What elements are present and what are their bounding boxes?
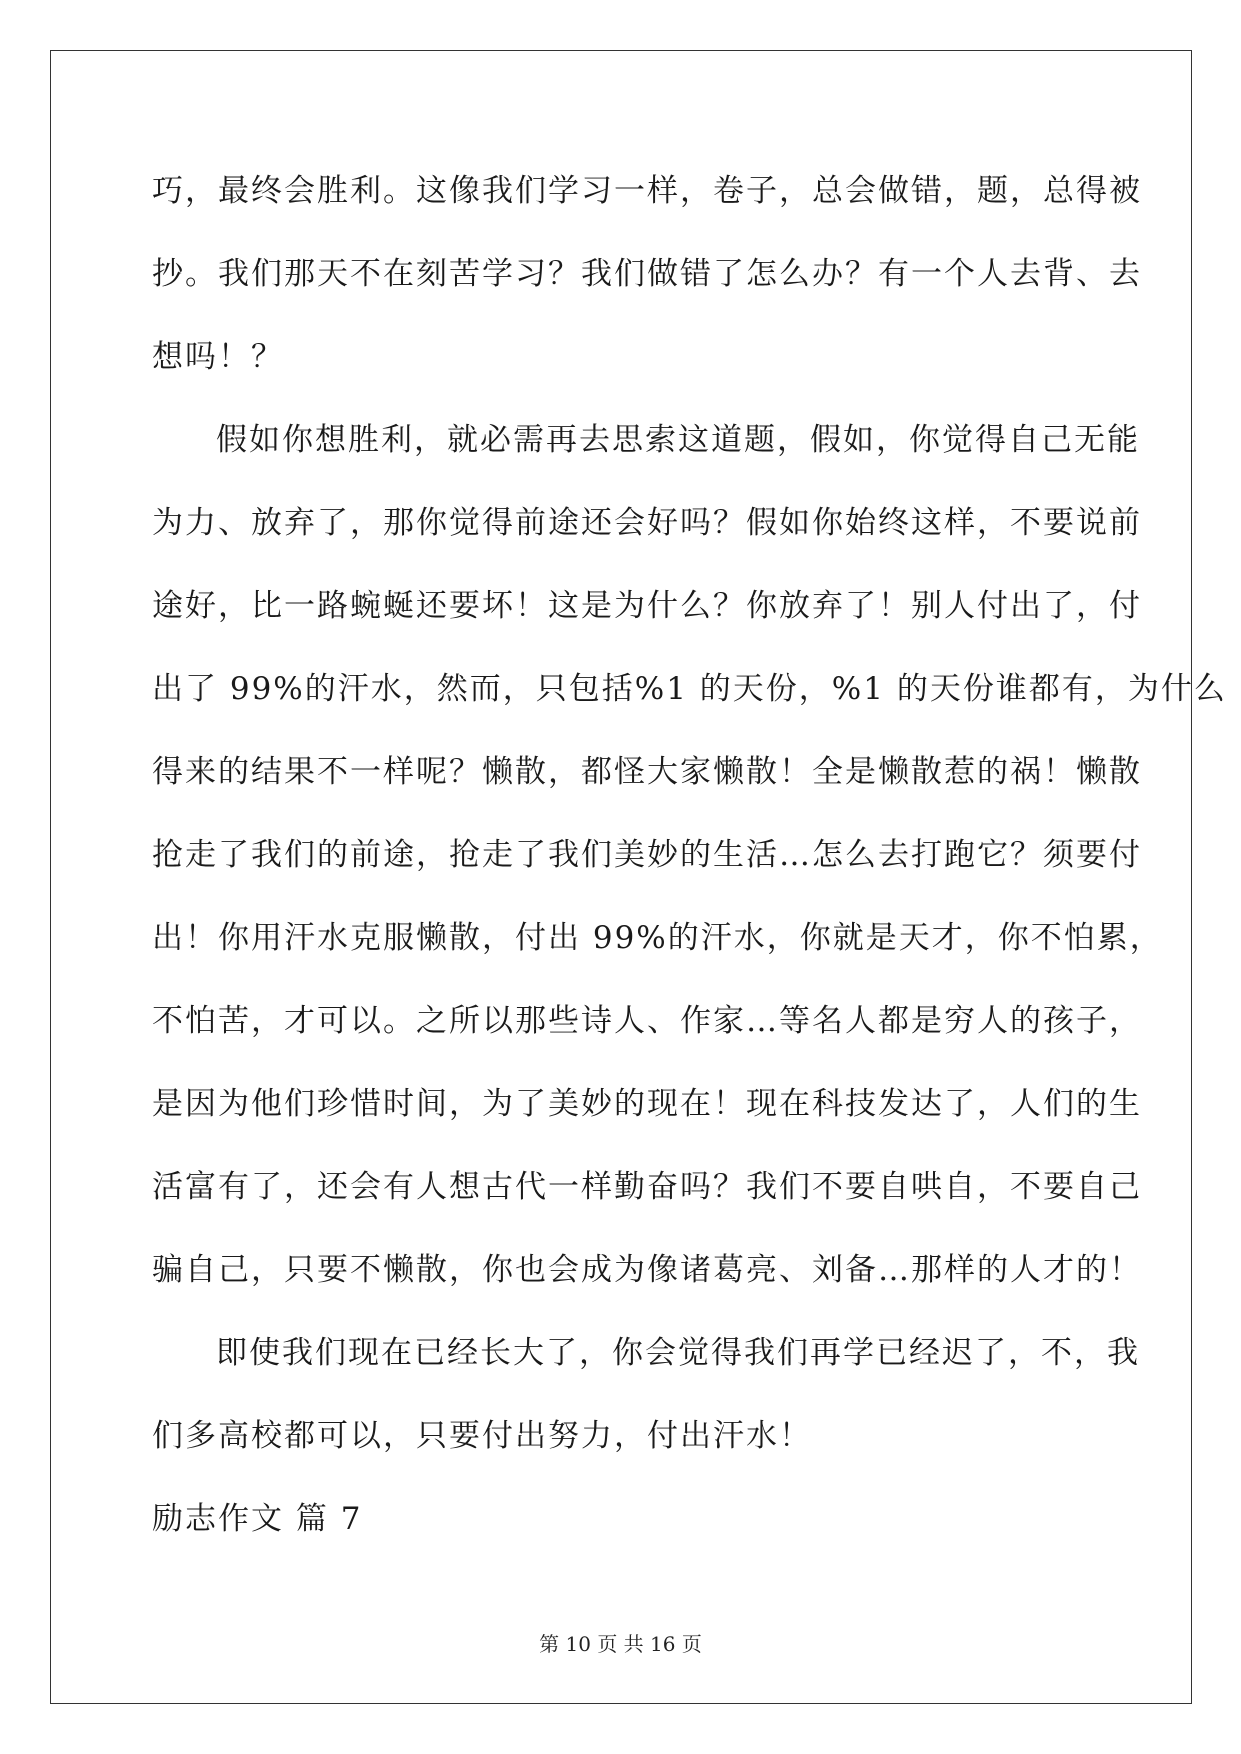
text-line: 抢走了我们的前途，抢走了我们美妙的生活…怎么去打跑它？须要付	[152, 837, 1142, 873]
text-line: 出了 99%的汗水，然而，只包括%1 的天份，%1 的天份谁都有，为什么	[152, 671, 1227, 707]
text-line: 途好，比一路蜿蜒还要坏！这是为什么？你放弃了！别人付出了，付	[152, 588, 1142, 624]
text-line: 即使我们现在已经长大了，你会觉得我们再学已经迟了，不，我	[216, 1335, 1140, 1371]
text-line: 出！你用汗水克服懒散，付出 99%的汗水，你就是天才，你不怕累，	[152, 920, 1163, 956]
text-line: 想吗！？	[152, 339, 284, 375]
text-line: 得来的结果不一样呢？懒散，都怪大家懒散！全是懒散惹的祸！懒散	[152, 754, 1142, 790]
text-line: 活富有了，还会有人想古代一样勤奋吗？我们不要自哄自，不要自己	[152, 1169, 1142, 1205]
text-line: 是因为他们珍惜时间，为了美妙的现在！现在科技发达了，人们的生	[152, 1086, 1142, 1122]
page-number: 第 10 页 共 16 页	[539, 1632, 702, 1656]
text-line: 不怕苦，才可以。之所以那些诗人、作家…等名人都是穷人的孩子，	[152, 1003, 1142, 1039]
text-line: 抄。我们那天不在刻苦学习？我们做错了怎么办？有一个人去背、去	[152, 256, 1142, 292]
text-line: 们多高校都可以，只要付出努力，付出汗水！	[152, 1418, 812, 1454]
section-heading: 励志作文 篇 7	[152, 1501, 363, 1537]
text-line: 假如你想胜利，就必需再去思索这道题，假如，你觉得自己无能	[216, 422, 1140, 458]
document-body	[152, 150, 1227, 1561]
text-line: 骗自己，只要不懒散，你也会成为像诸葛亮、刘备…那样的人才的！	[152, 1252, 1142, 1288]
text-line: 为力、放弃了，那你觉得前途还会好吗？假如你始终这样，不要说前	[152, 505, 1142, 541]
text-line: 巧，最终会胜利。这像我们学习一样，卷子，总会做错，题，总得被	[152, 173, 1142, 209]
